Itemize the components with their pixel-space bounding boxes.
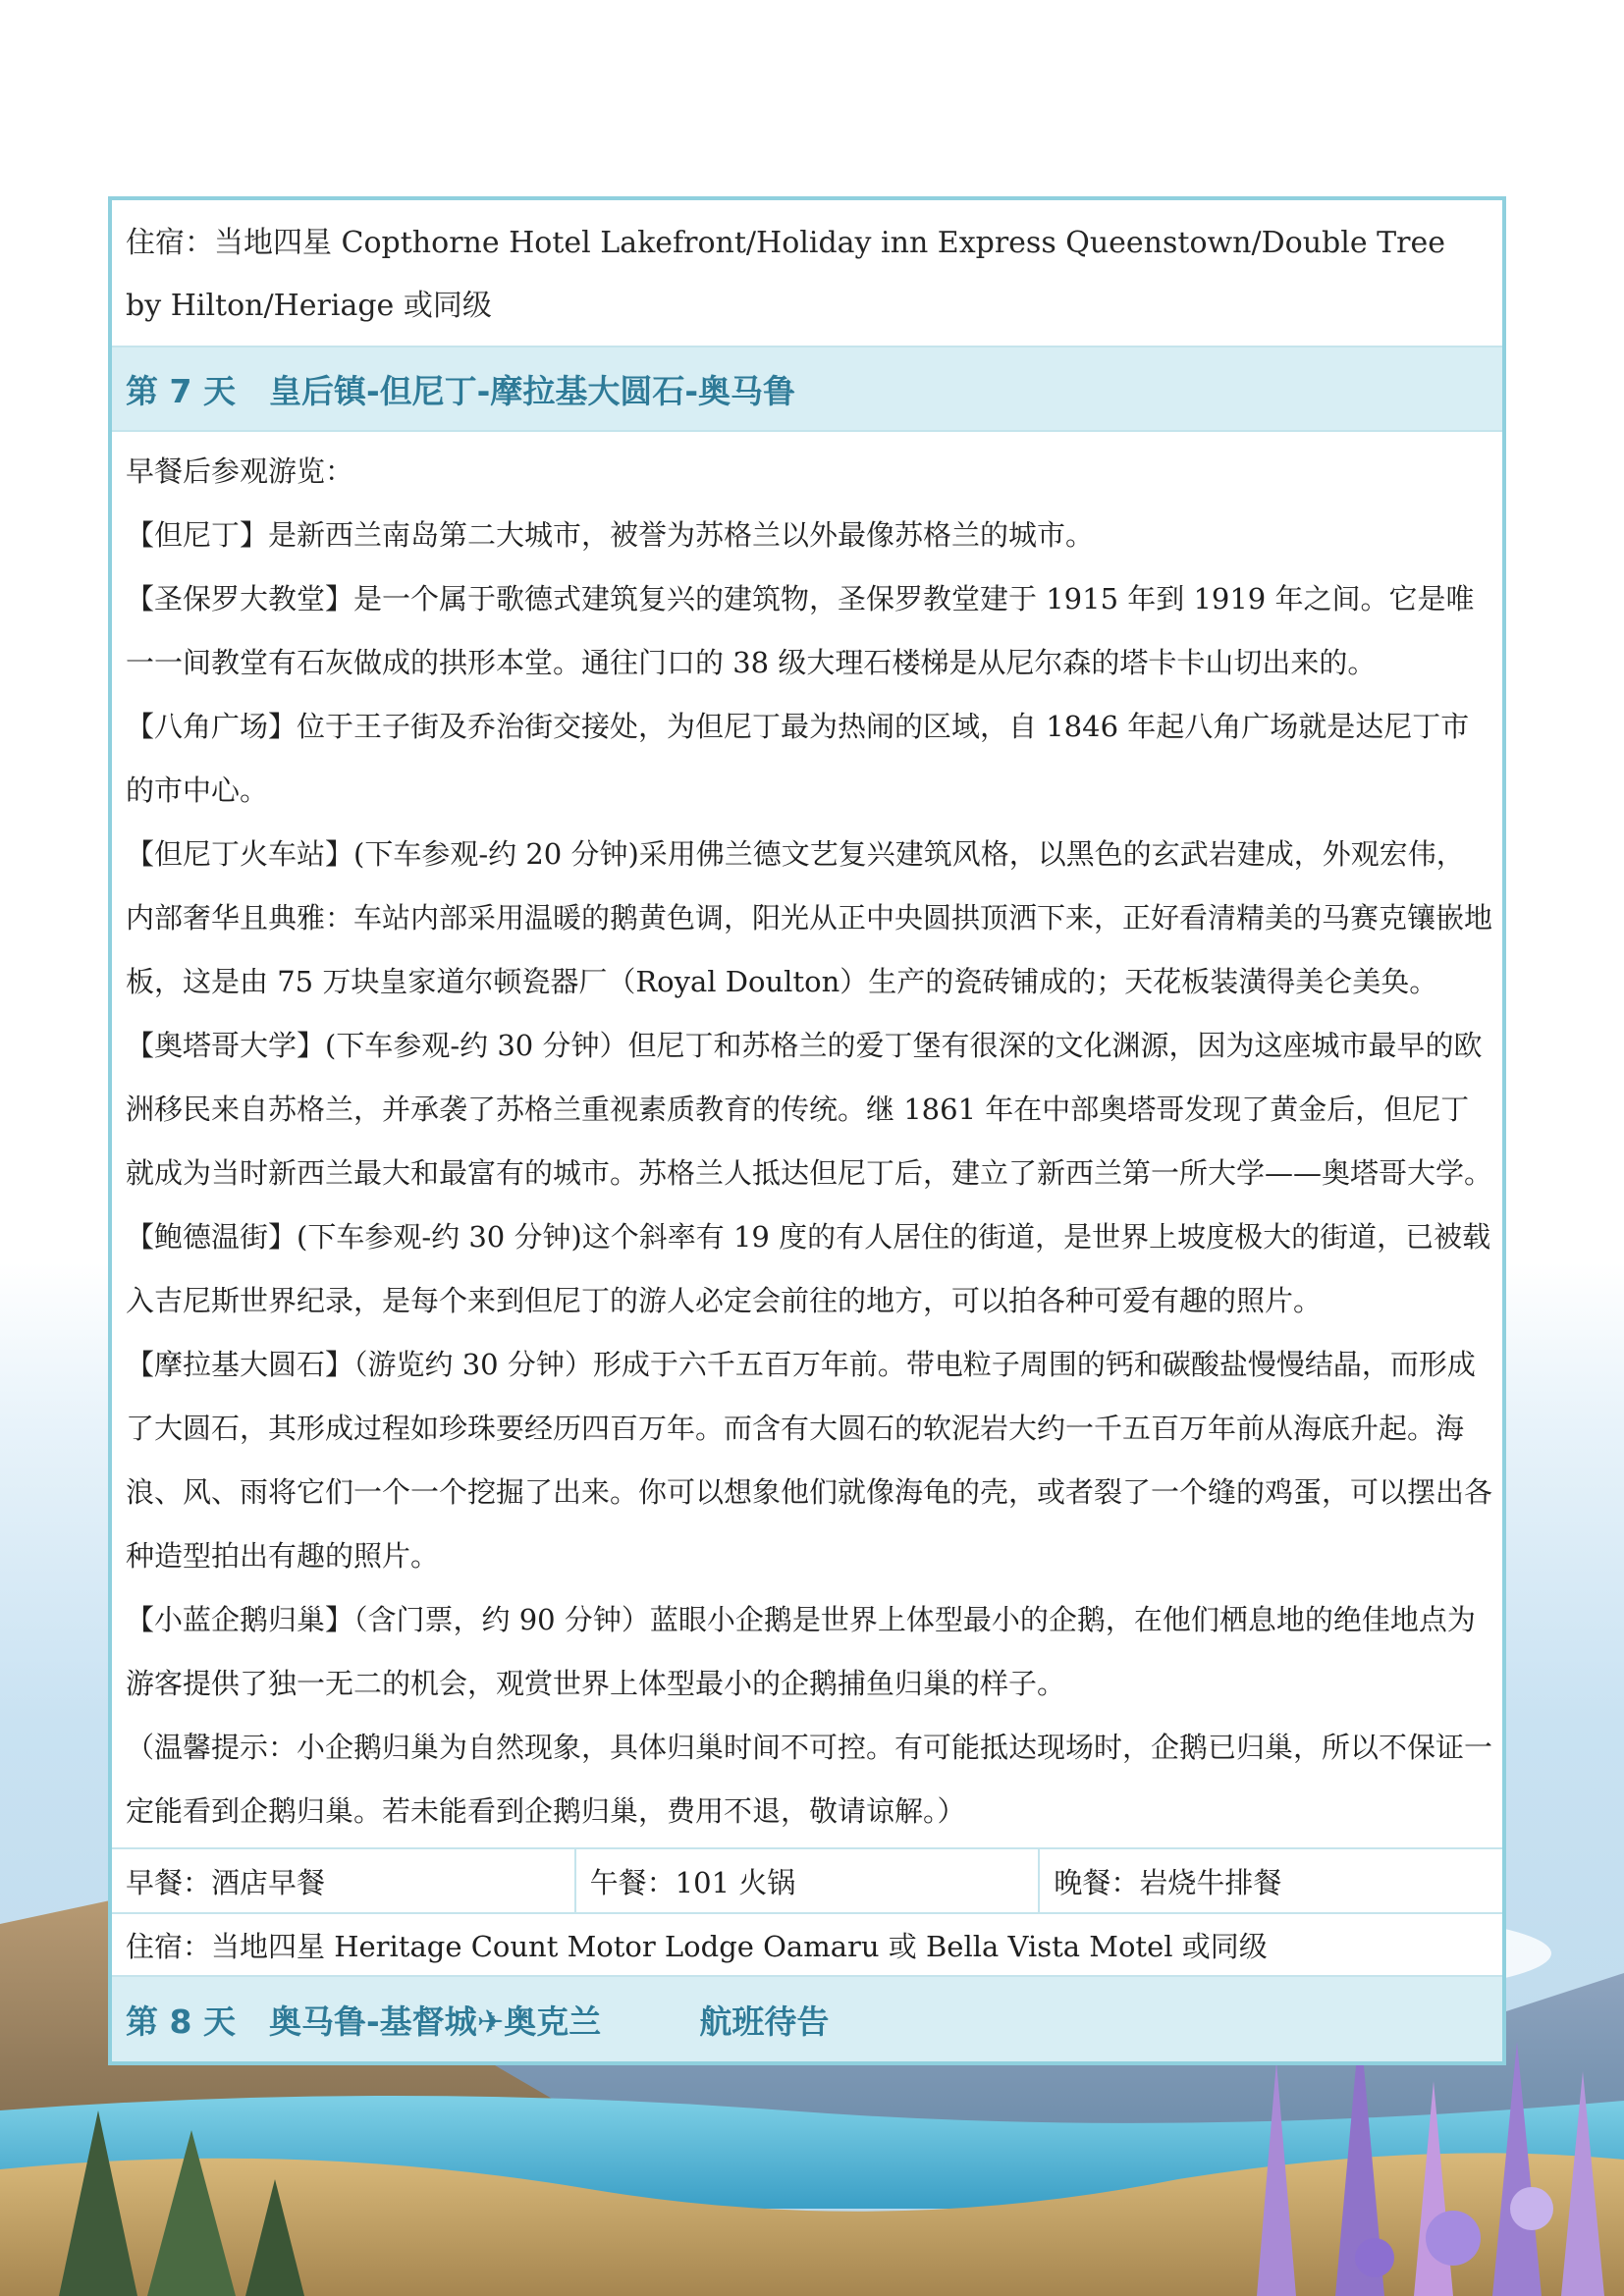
paragraph: （温馨提示：小企鹅归巢为自然现象，具体归巢时间不可控。有可能抵达现场时，企鹅已归巢，所以不保证一定能看到企鹅归巢。若未能看到企鹅归巢，费用不退，敬请谅解。） — [126, 1731, 1493, 1828]
dinner-cell: 晚餐：岩烧牛排餐 — [1054, 1865, 1282, 1899]
lunch-cell: 午餐：101 火锅 — [576, 1849, 1041, 1912]
paragraph: 【圣保罗大教堂】是一个属于歌德式建筑复兴的建筑物，圣保罗教堂建于 1915 年到 1919 年之间。它是唯一一间教堂有石灰做成的拱形本堂。通往门口的 38 级大理石楼梯是从尼尔森的塔卡卡山切出来的。 — [126, 582, 1475, 679]
day7-description — [112, 432, 1502, 1849]
day6-lodging: 住宿：当地四星 Copthorne Hotel Lakefront/Holiday inn Express Queenstown/Double Tree by Hilton/Heriage 或同级 — [112, 200, 1502, 347]
breakfast-cell: 早餐：酒店早餐 — [112, 1849, 576, 1912]
paragraph: 早餐后参观游览： — [126, 454, 354, 488]
day7-route: 皇后镇-但尼丁-摩拉基大圆石-奥马鲁 — [268, 371, 796, 410]
day8-route: 奥马鲁-基督城✈奥克兰 — [268, 2002, 602, 2041]
paragraph: 【奥塔哥大学】(下车参观-约 30 分钟）但尼丁和苏格兰的爱丁堡有很深的文化渊源，因为这座城市最早的欧洲移民来自苏格兰，并承袭了苏格兰重视素质教育的传统。继 1861 年在中部奥塔哥发现了黄金后，但尼丁就成为当时新西兰最大和最富有的城市。苏格兰人抵达但尼丁后，建立了新西兰第一所大学——奥塔哥大学。 — [126, 1029, 1493, 1190]
paragraph: 【八角广场】位于王子街及乔治街交接处，为但尼丁最为热闹的区域，自 1846 年起八角广场就是达尼丁市的市中心。 — [126, 710, 1470, 807]
paragraph: 【但尼丁】是新西兰南岛第二大城市，被誉为苏格兰以外最像苏格兰的城市。 — [126, 518, 1095, 552]
day8-header — [112, 1977, 1502, 2061]
day8-flight-note: 航班待告 — [699, 2002, 830, 2041]
paragraph: 【小蓝企鹅归巢】（含门票，约 90 分钟）蓝眼小企鹅是世界上体型最小的企鹅，在他们栖息地的绝佳地点为游客提供了独一无二的机会，观赏世界上体型最小的企鹅捕鱼归巢的样子。 — [126, 1603, 1476, 1700]
day7-header — [112, 347, 1502, 432]
day7-meals — [112, 1849, 1502, 1914]
paragraph: 【鲍德温街】(下车参观-约 30 分钟)这个斜率有 19 度的有人居住的街道，是世界上坡度极大的街道，已被载入吉尼斯世界纪录，是每个来到但尼丁的游人必定会前往的地方，可以拍各种可爱有趣的照片。 — [126, 1220, 1491, 1317]
day7-lodging: 住宿：当地四星 Heritage Count Motor Lodge Oamaru 或 Bella Vista Motel 或同级 — [112, 1914, 1502, 1977]
day7-label: 第 7 天 — [126, 371, 236, 410]
paragraph: 【但尼丁火车站】(下车参观-约 20 分钟)采用佛兰德文艺复兴建筑风格，以黑色的玄武岩建成，外观宏伟，内部奢华且典雅：车站内部采用温暖的鹅黄色调，阳光从正中央圆拱顶洒下来，正好看清精美的马赛克镶嵌地板，这是由 75 万块皇家道尔顿瓷器厂（Royal Doulton）生产的瓷砖铺成的；天花板装潢得美仑美奂。 — [126, 837, 1493, 998]
day8-label: 第 8 天 — [126, 2002, 236, 2041]
itinerary-table — [108, 196, 1506, 2065]
paragraph: 【摩拉基大圆石】（游览约 30 分钟）形成于六千五百万年前。带电粒子周围的钙和碳酸盐慢慢结晶，而形成了大圆石，其形成过程如珍珠要经历四百万年。而含有大圆石的软泥岩大约一千五百万年前从海底升起。海浪、风、雨将它们一个一个挖掘了出来。你可以想象他们就像海龟的壳，或者裂了一个缝的鸡蛋，可以摆出各种造型拍出有趣的照片。 — [126, 1348, 1493, 1573]
